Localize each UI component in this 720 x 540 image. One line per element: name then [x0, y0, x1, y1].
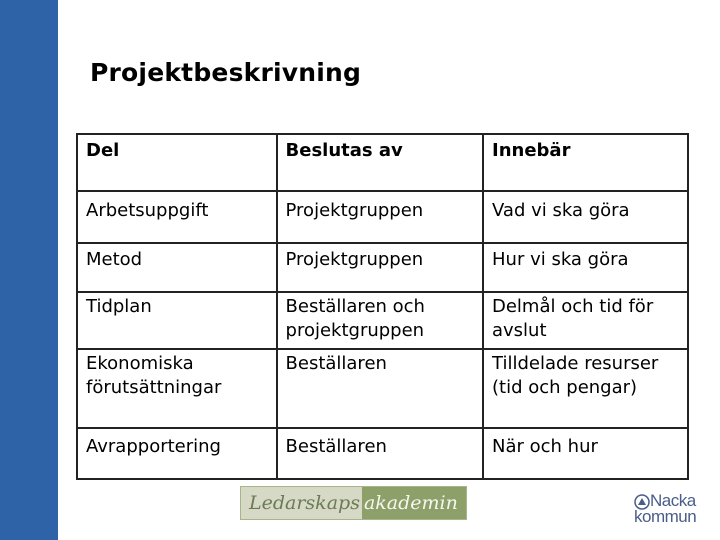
table-cell: Tidplan [77, 292, 277, 349]
header-innebar: Innebär [483, 134, 688, 191]
table-cell: Metod [77, 243, 277, 292]
table-cell: Projektgruppen [277, 191, 483, 243]
table-cell: Beställaren [277, 349, 483, 428]
table-row [77, 191, 688, 243]
table-cell: Arbetsuppgift [77, 191, 277, 243]
side-accent-bar [0, 0, 58, 540]
table-cell: När och hur [483, 428, 688, 479]
slide-title: Projektbeskrivning [90, 58, 362, 87]
nacka-kommun-logo [634, 492, 714, 528]
table-cell: Beställaren [277, 428, 483, 479]
logo-text-part1: Ledarskaps [241, 487, 362, 519]
table-header-row [77, 134, 688, 191]
table-row [77, 292, 688, 349]
header-del: Del [77, 134, 277, 191]
table-row [77, 428, 688, 479]
table-cell: Hur vi ska göra [483, 243, 688, 292]
ledarskapsakademin-logo [240, 486, 467, 520]
table-cell: Delmål och tid för avslut [483, 292, 688, 349]
table-cell: Avrapportering [77, 428, 277, 479]
header-beslutas-av: Beslutas av [277, 134, 483, 191]
project-description-table [76, 133, 689, 480]
table-row [77, 243, 688, 292]
table-cell: Tilldelade resurser (tid och pengar) [483, 349, 688, 428]
table-cell: Projektgruppen [277, 243, 483, 292]
kommun-word: kommun [634, 507, 697, 526]
table-cell: Ekonomiska förutsättningar [77, 349, 277, 428]
table-row [77, 349, 688, 428]
table-cell: Beställaren och projektgruppen [277, 292, 483, 349]
nacka-word: Nacka [650, 491, 696, 510]
logo-text-part2: akademin [362, 487, 466, 519]
table-cell: Vad vi ska göra [483, 191, 688, 243]
